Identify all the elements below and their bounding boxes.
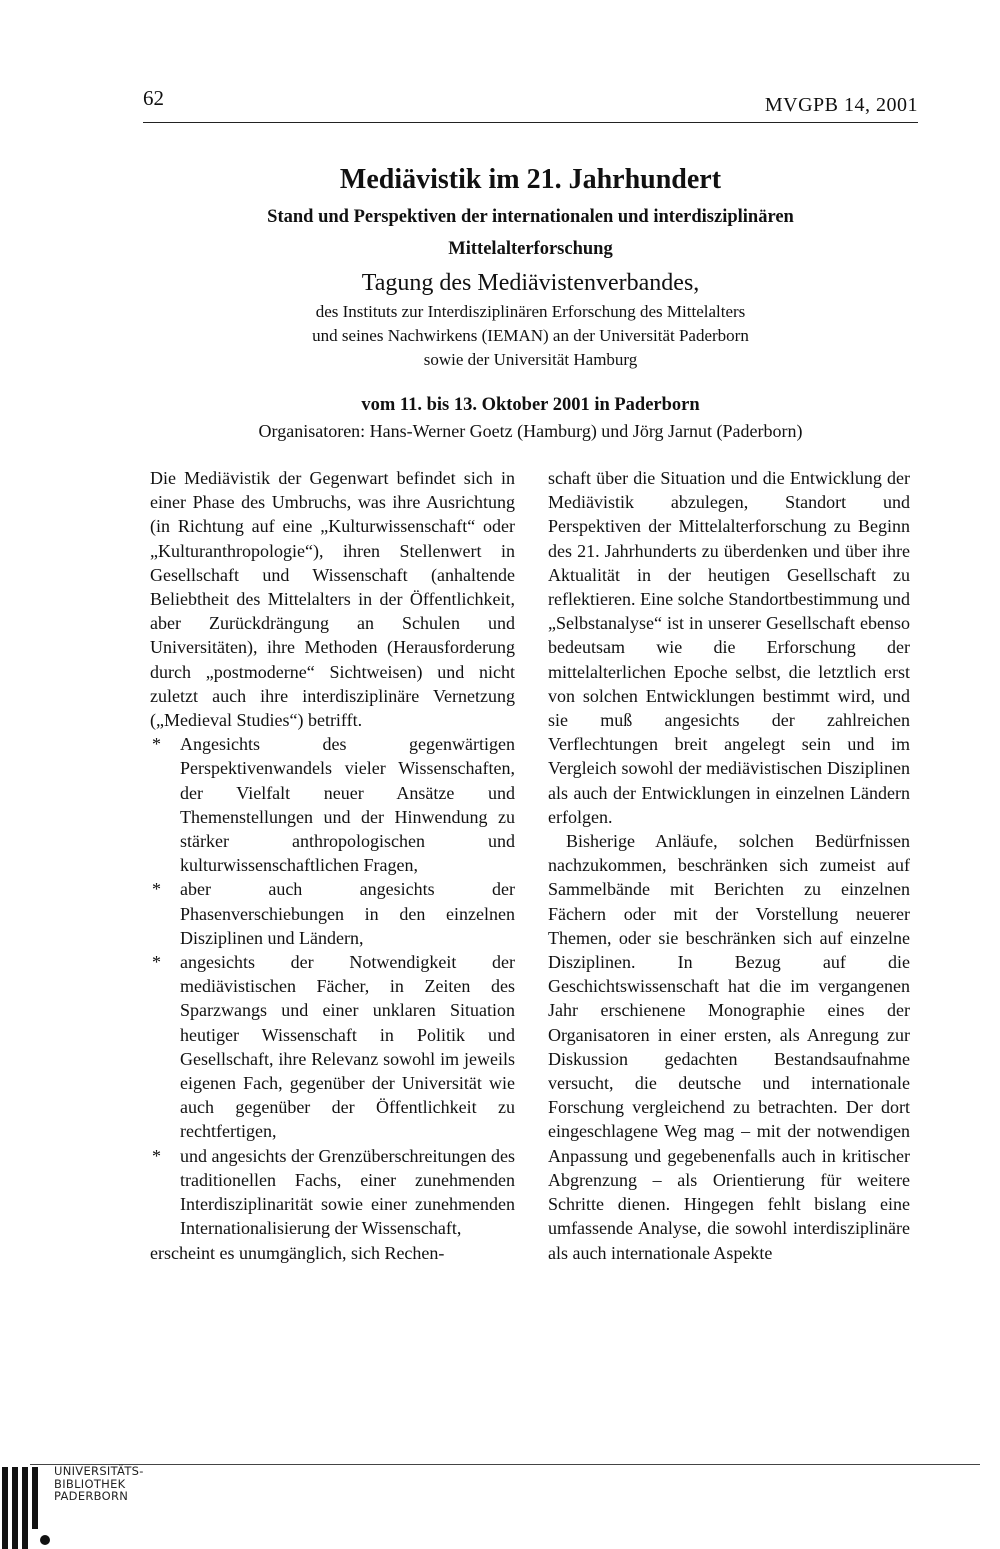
organisers-line: Organisatoren: Hans-Werner Goetz (Hamburg) und Jörg Jarnut (Paderborn) (258, 421, 803, 441)
list-item-text: Angesichts des gegenwärtigen Perspektivenwandels vieler Wissenschaften, der Vielfalt neuer Ansätze und Themenstellungen und der Hinwendung zu stärker anthropologischen und kulturwissenschaftlichen Fragen, (180, 734, 515, 876)
asterisk-bullet-icon: * (152, 879, 161, 900)
logo-line-1: UNIVERSITÄTS- (54, 1464, 144, 1478)
asterisk-bullet-icon: * (152, 1145, 161, 1166)
event-date: vom 11. bis 13. Oktober 2001 in Paderborn (361, 395, 700, 415)
library-logo (0, 1464, 155, 1549)
library-logo-text (54, 1465, 144, 1503)
list-item (150, 732, 515, 877)
logo-line-3: PADERBORN (54, 1489, 129, 1503)
page-number: 62 (143, 86, 164, 110)
subtitle-line-1: Stand und Perspektiven der internationalen und interdisziplinären (267, 207, 794, 227)
main-title: Mediävistik im 21. Jahrhundert (339, 164, 722, 195)
list-item (150, 1144, 515, 1241)
organizer-institute-line-3: sowie der Universität Hamburg (423, 350, 638, 369)
right-paragraph-2: Bisherige Anläufe, solchen Bedürfnissen nachzukommen, beschränken sich zumeist auf Sammelbände mit Berichten zu einzelnen Fächern oder mit der Vorstellung neuerer Themen, oder sie beschränken sich auf einzelne Disziplinen. In Bezug auf die Geschichtswissenschaft hat die im vergangenen Jahr erschienene Monographie eines der Organisatoren in einer ersten, als Anregung zur Diskussion gedachten Bestandsaufnahme versucht, die deutsche und internationale Forschung vergleichend zu betrachten. Der dort eingeschlagene Weg mag – mit der notwendigen Anpassung und gegebenenfalls auch in kritischer Abgrenzung – als Orientierung für weitere Schritte dienen. Hingegen fehlt bislang eine umfassende Analyse, die sowohl interdisziplinäre als auch internationale Aspekte (548, 831, 910, 1263)
journal-citation: MVGPB 14, 2001 (764, 94, 918, 116)
list-item-text: aber auch angesichts der Phasenverschiebungen in den einzelnen Disziplinen und Ländern, (180, 879, 515, 948)
right-paragraph-1: schaft über die Situation und die Entwicklung der Mediävistik abzulegen, Standort und Perspektiven der Mittelalterforschung zu Beginn des 21. Jahrhunderts zu überdenken und über ihre Aktualität in der heutigen Gesellschaft zu reflektieren. Eine solche Standortbestimmung und „Selbstanalyse“ ist in unserer Gesellschaft ebenso bedeutsam wie die Erforschung der mittelalterlichen Epoche selbst, die letztlich erst von solchen Entwicklungen bestimmt wird, und sie muß angesichts der zahlreichen Verflechtungen breit angelegt sein und im Vergleich sowohl der mediävistischen Disziplinen als auch der Entwicklungen in einzelnen Ländern erfolgen. (548, 468, 910, 827)
list-item (150, 950, 515, 1144)
asterisk-bullet-icon: * (152, 952, 161, 973)
bullet-list (150, 732, 515, 1240)
intro-paragraph: Die Mediävistik der Gegenwart befindet sich in einer Phase des Umbruchs, was ihre Ausrichtung (in Richtung auf eine „Kulturwissenschaft“ oder „Kulturanthropologie“), ihren Stellenwert in Gesellschaft und Wissenschaft (anhaltende Beliebtheit des Mittelalters in der Öffentlichkeit, aber Zurückdrängung an Schulen und Universitäten), ihre Methoden (Herausforderung durch „postmoderne“ Sichtweisen) und nicht zuletzt auch ihre interdisziplinäre Vernetzung („Medieval Studies“) betrifft. (150, 468, 515, 731)
page-header (143, 86, 918, 123)
list-item-text: und angesichts der Grenzüberschreitungen des traditionellen Fachs, einer zunehmenden Interdisziplinarität sowie einer zunehmenden Internationalisierung der Wissenschaft, (180, 1145, 515, 1239)
footer-divider (30, 1464, 980, 1465)
organizer-institute-line-1: des Instituts zur Interdisziplinären Erforschung des Mittelalters (315, 302, 746, 321)
list-item-text: angesichts der Notwendigkeit der mediävistischen Fächer, in Zeiten des Sparzwangs und einer unklaren Situation heutiger Wissenschaft in Politik und Gesellschaft, ihre Relevanz sowohl im jeweils eigenen Fach, gegenüber der Universität wie auch gegenüber der Öffentlichkeit zu rechtfertigen, (180, 952, 515, 1142)
logo-line-2: BIBLIOTHEK (54, 1476, 126, 1491)
event-name: Tagung des Mediävistenverbandes, (361, 270, 700, 296)
left-column (150, 466, 515, 1265)
list-item (150, 877, 515, 950)
subtitle-line-2: Mittelalterforschung (448, 239, 613, 259)
asterisk-bullet-icon: * (152, 734, 161, 755)
barcode-icon (2, 1467, 48, 1549)
organizer-institute-line-2: und seines Nachwirkens (IEMAN) an der Universität Paderborn (312, 326, 749, 345)
closing-line: erscheint es unumgänglich, sich Rechen- (150, 1242, 445, 1263)
title-block (143, 160, 918, 444)
right-column (548, 466, 910, 1265)
